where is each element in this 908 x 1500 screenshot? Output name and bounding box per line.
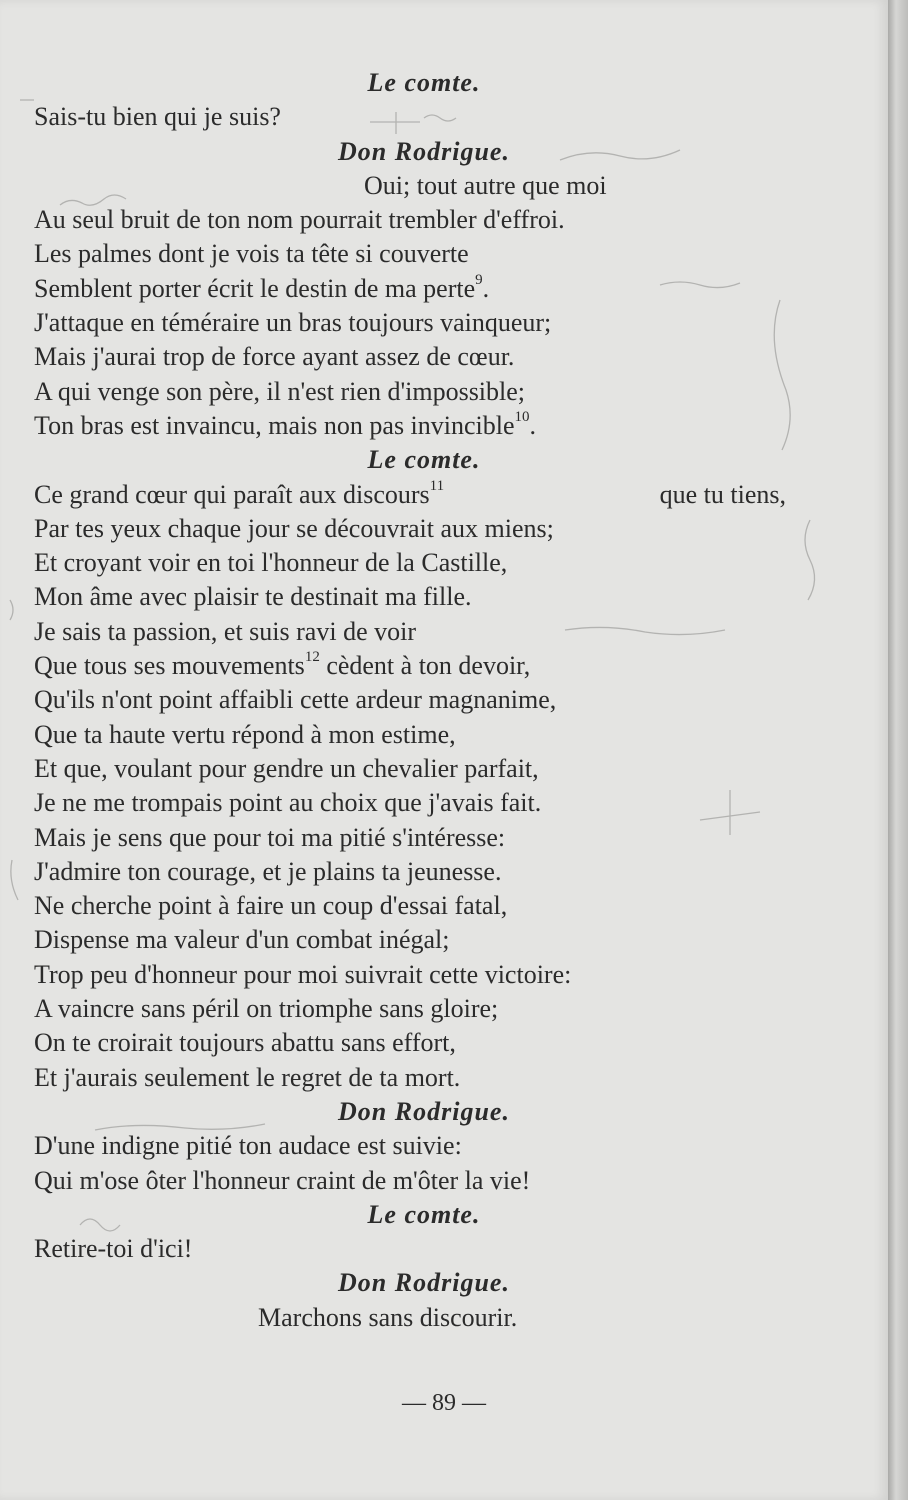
verse-line: Ne cherche point à faire un coup d'essai fatal, [34, 891, 508, 921]
speaker-name: Le comte. [367, 1199, 481, 1229]
verse-line: Ton bras est invaincu, mais non pas invincible$^{10}$. [34, 409, 537, 440]
verse-line: Qu'ils n'ont point affaibli cette ardeur magnanime, [34, 685, 557, 715]
speaker-name: Don Rodrigue. [338, 1268, 510, 1298]
verse-line: Ce grand cœur qui paraît aux discours$^{11}$ que tu tiens, [34, 477, 786, 509]
verse-line: Sais-tu bien qui je suis? [34, 102, 281, 132]
verse-line: J'attaque en téméraire un bras toujours vainqueur; [34, 308, 552, 338]
verse-line: Que tous ses mouvements$^{12}$ cèdent à ton devoir, [34, 649, 531, 681]
verse-line: Mais je sens que pour toi ma pitié s'intéresse: [34, 822, 506, 852]
verse-line: J'admire ton courage, et je plains ta jeunesse. [34, 856, 502, 886]
verse-line: Retire-toi d'ici! [34, 1234, 193, 1264]
verse-line: Trop peu d'honneur pour moi suivrait cette victoire: [34, 959, 572, 989]
verse-line: Je ne me trompais point au choix que j'avais fait. [34, 788, 542, 818]
speaker-name: Don Rodrigue. [338, 136, 510, 166]
verse-line: Je sais ta passion, et suis ravi de voir [34, 616, 416, 646]
page-number: — 89 — [402, 1390, 486, 1416]
verse-line: A vaincre sans péril on triomphe sans gloire; [34, 994, 499, 1024]
page-edge [888, 0, 908, 1500]
verse-line: Et j'aurais seulement le regret de ta mort. [34, 1062, 461, 1092]
verse-line: Les palmes dont je vois ta tête si couverte [34, 239, 469, 269]
verse-line: Par tes yeux chaque jour se découvrait aux miens; [34, 513, 554, 543]
verse-line: Marchons sans discourir. [258, 1302, 518, 1332]
verse-line: Oui; tout autre que moi [364, 170, 607, 200]
verse-line: D'une indigne pitié ton audace est suivie: [34, 1131, 462, 1161]
verse-line: On te croirait toujours abattu sans effort, [34, 1028, 456, 1058]
verse-line: Qui m'ose ôter l'honneur craint de m'ôter la vie! [34, 1165, 531, 1195]
play-text [34, 66, 814, 1335]
verse-line: Dispense ma valeur d'un combat inégal; [34, 925, 450, 955]
verse-line: Semblent porter écrit le destin de ma perte$^9$. [34, 272, 490, 303]
verse-line: Mon âme avec plaisir te destinait ma fille. [34, 582, 472, 612]
verse-line: Au seul bruit de ton nom pourrait trembler d'effroi. [34, 205, 565, 235]
verse-line: Mais j'aurai trop de force ayant assez de cœur. [34, 342, 515, 372]
speaker-name: Don Rodrigue. [338, 1096, 510, 1126]
verse-line: Et croyant voir en toi l'honneur de la Castille, [34, 548, 508, 578]
verse-line: Que ta haute vertu répond à mon estime, [34, 719, 456, 749]
verse-line: A qui venge son père, il n'est rien d'impossible; [34, 376, 526, 406]
verse-line: Et que, voulant pour gendre un chevalier parfait, [34, 753, 539, 783]
speaker-name: Le comte. [367, 445, 481, 475]
speaker-name: Le comte. [367, 68, 481, 97]
